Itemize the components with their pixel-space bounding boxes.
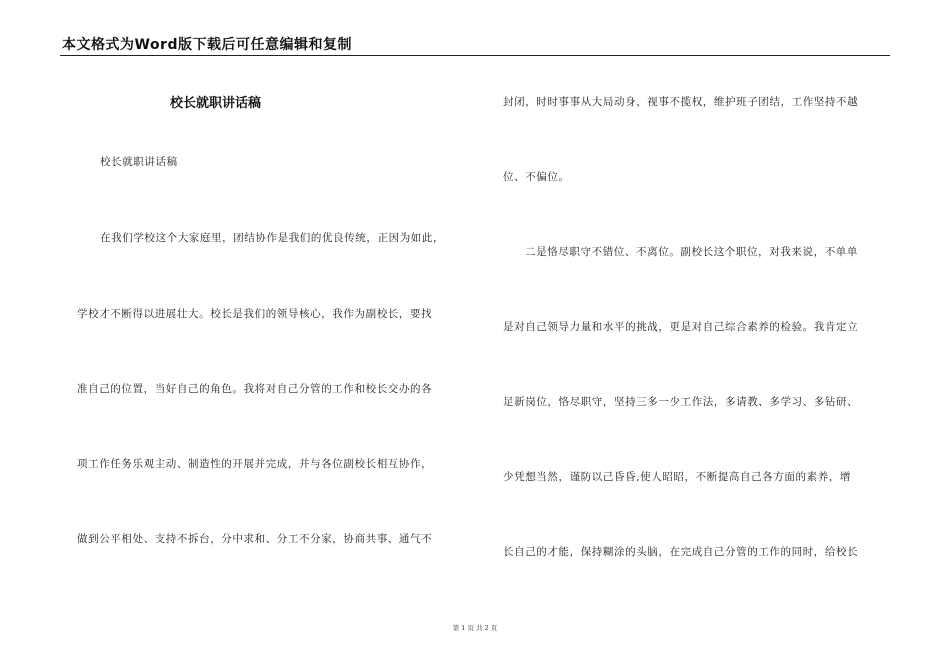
header-divider (60, 55, 890, 56)
left-line-3: 学校才不断得以进展壮大。校长是我们的领导核心，我作为副校长，要找 (77, 308, 433, 320)
header-banner: 本文格式为Word版下载后可任意编辑和复制 (62, 37, 352, 53)
left-line-5: 项工作任务乐观主动、制造性的开展并完成，并与各位副校长相互协作， (77, 458, 433, 470)
document-title: 校长就职讲话稿 (170, 96, 262, 111)
right-line-6: 少凭想当然，谨防以己昏昏,使人昭昭，不断提高自己各方面的素养，增 (503, 471, 852, 483)
left-line-6: 做到公平相处、支持不拆台，分中求和、分工不分家，协商共事、通气不 (77, 533, 433, 545)
left-line-2: 在我们学校这个大家庭里，团结协作是我们的优良传统，正因为如此， (100, 232, 445, 244)
left-line-1: 校长就职讲话稿 (100, 156, 178, 168)
left-line-4: 准自己的位置，当好自己的角色。我将对自己分管的工作和校长交办的各 (77, 383, 433, 395)
right-line-4: 是对自己领导力量和水平的挑战，更是对自己综合素养的检验。我肯定立 (503, 321, 859, 333)
right-line-7: 长自己的才能，保持糊涂的头脑，在完成自己分管的工作的同时，给校长 (503, 546, 859, 558)
right-line-2: 位、不偏位。 (503, 171, 570, 183)
right-line-1: 封闭，时时事事从大局动身，视事不揽权，维护班子团结，工作坚持不越 (503, 96, 859, 108)
right-line-3: 二是恪尽职守不错位、不离位。副校长这个职位，对我来说，不单单 (525, 246, 858, 258)
right-line-5: 足新岗位，恪尽职守，坚持三多一少工作法，多请教、多学习、多钻研、 (503, 396, 859, 408)
page-number: 第 1 页 共 2 页 (452, 624, 498, 632)
